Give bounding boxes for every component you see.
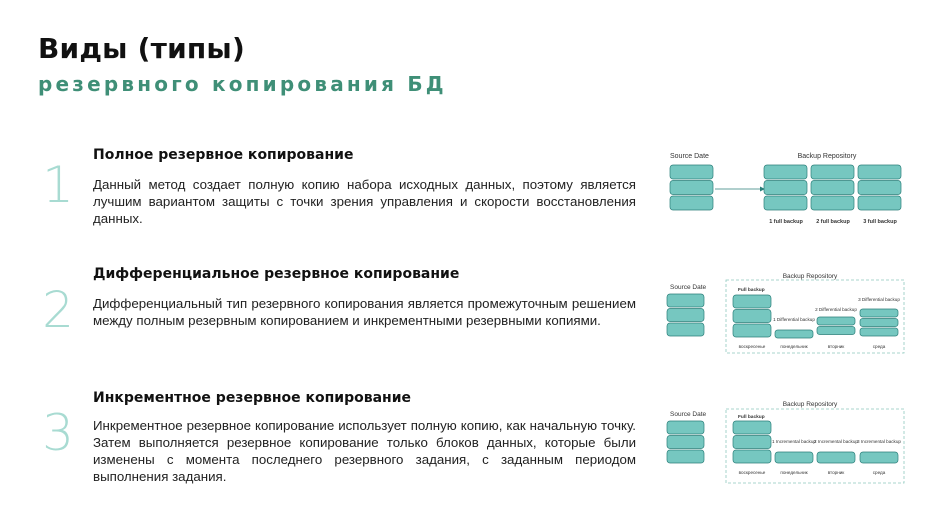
source-disk [670,181,713,195]
page-subtitle: резервного копирования БД [38,72,447,96]
section-number-2: 2 [42,281,74,339]
section-number-1: 1 [42,156,74,214]
full-backup-disk [733,310,771,323]
day-label-3: вторник [827,470,845,475]
diagram-source-label: Source Date [670,153,709,160]
full-backup-disk [858,165,901,179]
section-body-incremental: Инкрементное резервное копирование использует полную копию, как начальную точку. Затем выполняется резервное копирование только блоков данных, которые были изменены с момента последнего резервного задания, с заданным периодом выполнения задания. [93,418,636,484]
full-backup-disk [764,181,807,195]
full-backup-label: Full backup [738,288,765,293]
source-disk [667,294,704,307]
full-backup-disk [858,196,901,210]
differential-backup-diagram [662,270,912,356]
full-backup-disk [733,421,771,434]
full-backup-caption-3: 3 full backup [863,219,897,225]
differential-disk [860,328,898,336]
section-title-full: Полное резервное копирование [93,147,354,163]
stage-label-3: 3 Incremental backup [857,439,901,444]
full-backup-disk [733,324,771,337]
full-backup-stacks [764,165,901,210]
full-backup-disk [811,165,854,179]
stage-label-2: 2 Differential backup [815,307,857,312]
differential-disk [860,309,898,317]
differential-disk [775,330,813,338]
differential-disk [817,327,855,335]
incremental-backup-diagram [662,400,912,486]
source-disk [667,436,704,449]
section-title-differential: Дифференциальное резервное копирование [93,266,460,282]
full-backup-disk [733,436,771,449]
day-label-1: воскресенье [738,470,766,475]
full-backup-caption-1: 1 full backup [769,219,803,225]
full-backup-disk [733,450,771,463]
section-title-incremental: Инкрементное резервное копирование [93,390,412,406]
full-backup-disk [811,181,854,195]
full-backup-disk [858,181,901,195]
full-backup-disk [764,196,807,210]
diagram-source-label: Source Date [670,284,707,291]
day-label-2: понедельник [780,470,808,475]
source-database-stack [667,421,704,463]
source-disk [667,421,704,434]
stage-label-1: 1 Incremental backup [772,439,816,444]
differential-disk [817,317,855,325]
day-label-4: среда [872,344,886,349]
day-label-2: понедельник [780,344,808,349]
stage-label-2: 2 Incremental backup [814,439,858,444]
diagram-source-label: Source Date [670,411,707,418]
diagram-repo-label: Backup Repository [782,273,838,280]
source-disk [667,323,704,336]
page-title: Виды (типы) [38,32,245,65]
diagram-repo-label: Backup Repository [782,401,838,408]
full-backup-caption-2: 2 full backup [816,219,850,225]
full-backup-label: Full backup [738,415,765,420]
full-backup-disk [733,295,771,308]
section-body-differential: Дифференциальный тип резервного копирования является промежуточным решением между полным резервным копированием и инкрементными резервными копиями. [93,296,636,328]
stage-label-3: 3 Differential backup [858,297,900,302]
source-database-stack [667,294,704,336]
incremental-disk [817,452,855,463]
diagram-repo-label: Backup Repository [797,153,857,160]
full-backup-disk [764,165,807,179]
day-label-1: воскресенье [738,344,766,349]
full-backup-disk [811,196,854,210]
incremental-disk [860,452,898,463]
stage-label-1: 1 Differential backup [773,317,815,322]
source-disk [667,309,704,322]
source-disk [670,196,713,210]
source-database-stack [670,165,713,210]
differential-disk [860,319,898,327]
day-label-3: вторник [827,344,845,349]
source-disk [670,165,713,179]
incremental-disk [775,452,813,463]
source-disk [667,450,704,463]
section-body-full: Данный метод создает полную копию набора исходных данных, поэтому является лучшим вариантом защиты с точки зрения управления и скорости восстановления данных. [93,177,636,226]
day-label-4: среда [872,470,886,475]
full-backup-diagram [662,148,912,230]
section-number-3: 3 [42,404,74,462]
